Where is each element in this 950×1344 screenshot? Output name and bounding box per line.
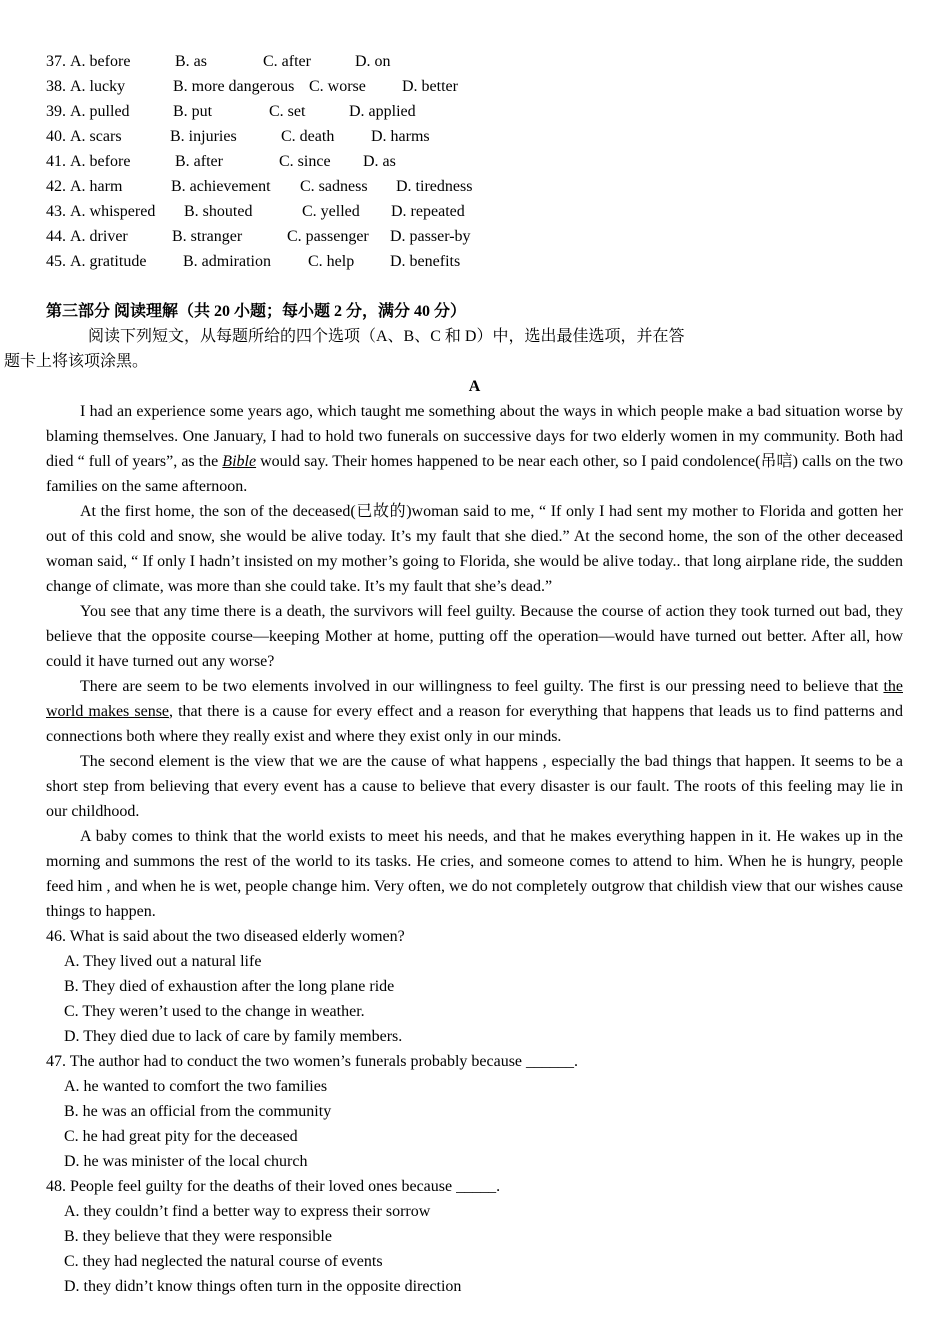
paragraph-text: , that there is a cause for every effect and a reason for everything that happens that leads us to find patterns and connections both where they really exist and where they exist only in our minds.	[46, 703, 903, 745]
paragraph-text: There are seem to be two elements involved in our willingness to feel guilty. The first is our pressing need to believe that	[80, 678, 884, 695]
option-d: D. repeated	[391, 203, 465, 220]
question-number: 38.	[46, 78, 66, 95]
choice-d: D. They died due to lack of care by family members.	[64, 1028, 403, 1045]
option-row	[46, 199, 903, 224]
bible-word: Bible	[222, 453, 257, 470]
choice-d: D. they didn’t know things often turn in the opposite direction	[64, 1278, 462, 1295]
option-c: C. set	[269, 103, 306, 120]
choice-c: C. they had neglected the natural course of events	[64, 1253, 383, 1270]
option-b: B. injuries	[170, 128, 237, 145]
option-b: B. admiration	[183, 253, 271, 270]
option-a: A. before	[70, 53, 131, 70]
choice-a: A. They lived out a natural life	[64, 953, 262, 970]
option-row	[46, 49, 903, 74]
option-d: D. harms	[371, 128, 430, 145]
question-46	[46, 924, 903, 1049]
question-47	[46, 1049, 903, 1174]
option-row	[46, 149, 903, 174]
option-row	[46, 74, 903, 99]
option-d: D. tiredness	[396, 178, 473, 195]
option-row	[46, 174, 903, 199]
question-stem: 48. People feel guilty for the deaths of their loved ones because _____.	[46, 1178, 501, 1195]
option-d: D. on	[355, 53, 391, 70]
passage-paragraph: The second element is the view that we are the cause of what happens , especially the bad things that happen. It seems to be a short step from believing that every event has a cause to believe that every disaster is our fault. The roots of this feeling may lie in our childhood.	[46, 753, 903, 820]
option-b: B. stranger	[172, 228, 243, 245]
option-row	[46, 224, 903, 249]
passage-label: A	[468, 378, 481, 395]
option-b: B. achievement	[171, 178, 271, 195]
choice-d: D. he was minister of the local church	[64, 1153, 308, 1170]
choice-c: C. They weren’t used to the change in weather.	[64, 1003, 365, 1020]
option-c: C. help	[308, 253, 355, 270]
option-d: D. better	[402, 78, 458, 95]
passage-paragraph	[46, 399, 903, 499]
question-stem: 47. The author had to conduct the two women’s funerals probably because ______.	[46, 1053, 579, 1070]
cloze-options	[46, 49, 903, 274]
option-row	[46, 124, 903, 149]
option-b: B. after	[175, 153, 223, 170]
option-row	[46, 99, 903, 124]
choice-a: A. they couldn’t find a better way to express their sorrow	[64, 1203, 431, 1220]
option-d: D. applied	[349, 103, 416, 120]
option-a: A. pulled	[70, 103, 130, 120]
option-c: C. worse	[309, 78, 366, 95]
option-c: C. sadness	[300, 178, 368, 195]
option-a: A. scars	[70, 128, 122, 145]
option-d: D. passer-by	[390, 228, 471, 245]
choice-b: B. they believe that they were responsible	[64, 1228, 332, 1245]
paragraph-text: I had an experience some years ago, which taught me something about the ways in which people make a bad situation worse by blaming themselves. One January, I had to hold two funerals on successive days for two elderly women in my community. Both had died “ full of years”, as the	[46, 403, 903, 470]
choice-c: C. he had great pity for the deceased	[64, 1128, 298, 1145]
section-instruction	[4, 324, 903, 374]
option-c: C. death	[281, 128, 335, 145]
exam-page	[4, 49, 903, 1299]
option-b: B. as	[175, 53, 207, 70]
choice-b: B. They died of exhaustion after the long plane ride	[64, 978, 395, 995]
question-48	[46, 1174, 903, 1299]
question-number: 44.	[46, 228, 66, 245]
option-c: C. after	[263, 53, 311, 70]
choice-b: B. he was an official from the community	[64, 1103, 332, 1120]
option-b: B. more dangerous	[173, 78, 295, 95]
option-d: D. as	[363, 153, 396, 170]
option-row	[46, 249, 903, 274]
question-number: 42.	[46, 178, 66, 195]
question-number: 40.	[46, 128, 66, 145]
paragraph-text: would say. Their homes happened to be near each other, so I paid condolence(吊唁) calls on the two families on the same afternoon.	[46, 453, 903, 495]
passage-paragraph: At the first home, the son of the deceased(已故的)woman said to me, “ If only I had sent my mother to Florida and gotten her out of this cold and snow, she would be alive today. It’s my fault that she died.” At the second home, the son of the other deceased woman said, “ If only I hadn’t insisted on my mother’s going to Florida, she would be alive today.. that long airplane ride, the sudden change of climate, was more than she could take. It’s my fault that she’s dead.”	[46, 503, 903, 595]
section-heading: 第三部分 阅读理解（共 20 小题；每小题 2 分，满分 40 分）	[46, 303, 467, 320]
option-a: A. before	[70, 153, 131, 170]
question-stem: 46. What is said about the two diseased elderly women?	[46, 928, 405, 945]
option-d: D. benefits	[390, 253, 461, 270]
question-number: 45.	[46, 253, 66, 270]
question-number: 39.	[46, 103, 66, 120]
option-a: A. gratitude	[70, 253, 147, 270]
question-number: 41.	[46, 153, 66, 170]
question-number: 43.	[46, 203, 66, 220]
choice-a: A. he wanted to comfort the two families	[64, 1078, 328, 1095]
passage-paragraph: You see that any time there is a death, the survivors will feel guilty. Because the course of action they took turned out bad, they believe that the opposite course—keeping Mother at home, putting off the operation—would have turned out better. After all, how could it have turned out any worse?	[46, 603, 903, 670]
passage-paragraph: A baby comes to think that the world exists to meet his needs, and that he makes everything happen in it. He wakes up in the morning and summons the rest of the world to its tasks. He cries, and someone comes to attend to him. When he is hungry, people feed him , and when he is wet, people change him. Very often, we do not completely outgrow that childish view that our wishes cause things to happen.	[46, 828, 903, 920]
instruction-line-2: 题卡上将该项涂黑。	[4, 353, 149, 370]
underlined-phrase: the world makes sense	[46, 678, 903, 720]
passage-paragraph	[46, 674, 903, 749]
option-c: C. since	[279, 153, 331, 170]
instruction-line-1: 阅读下列短文，从每题所给的四个选项（A、B、C 和 D）中，选出最佳选项，并在答	[88, 328, 685, 345]
option-a: A. whispered	[70, 203, 156, 220]
option-a: A. driver	[70, 228, 128, 245]
option-c: C. passenger	[287, 228, 369, 245]
question-number: 37.	[46, 53, 66, 70]
option-c: C. yelled	[302, 203, 360, 220]
option-b: B. shouted	[184, 203, 253, 220]
option-b: B. put	[173, 103, 213, 120]
option-a: A. harm	[70, 178, 123, 195]
option-a: A. lucky	[70, 78, 126, 95]
